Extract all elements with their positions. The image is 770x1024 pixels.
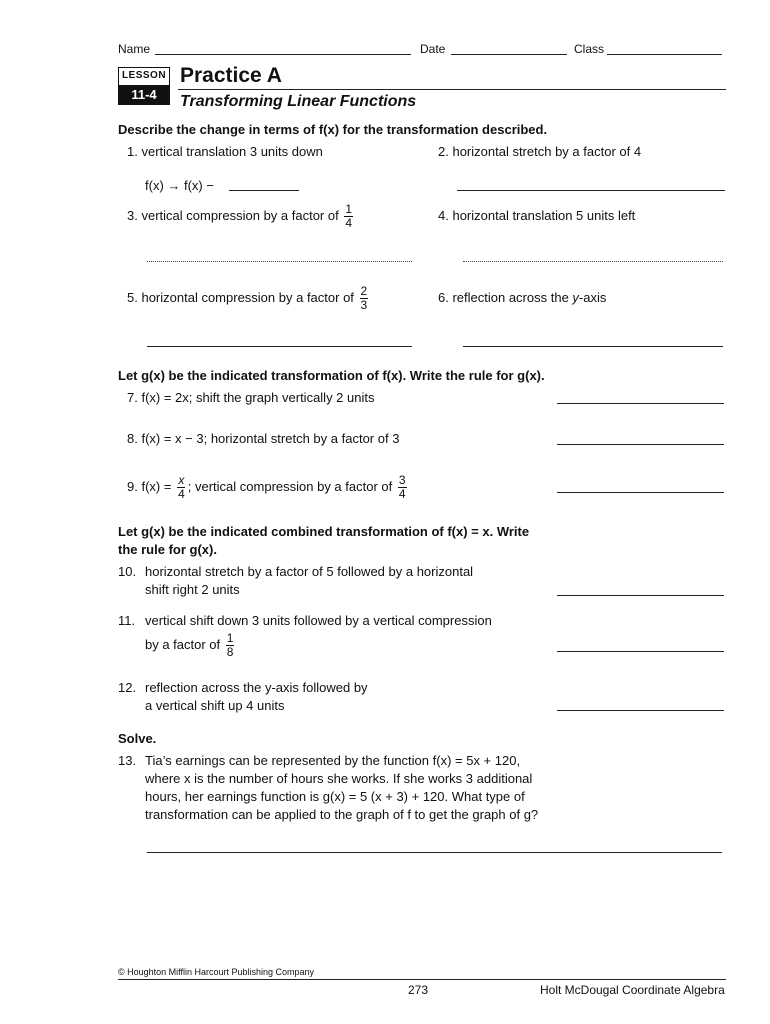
section1-instruction: Describe the change in terms of f(x) for the transformation described. xyxy=(118,122,548,137)
item-12-line2: a vertical shift up 4 units xyxy=(145,698,285,713)
item-5: 5. horizontal compression by a factor of $\frac{2}{3}$ xyxy=(127,284,368,312)
item-13-number: 13. xyxy=(118,753,137,768)
section3-instruction-line2: the rule for g(x). xyxy=(118,542,217,557)
page-subtitle: Transforming Linear Functions xyxy=(180,93,417,110)
page-title: Practice A xyxy=(180,64,282,87)
footer-copyright: © Houghton Mifflin Harcourt Publishing Company xyxy=(118,967,315,977)
item-3-answer-line[interactable] xyxy=(147,261,412,262)
date-field[interactable] xyxy=(451,54,567,55)
item-1: 1. vertical translation 3 units down xyxy=(127,144,323,159)
section4-heading: Solve. xyxy=(118,731,157,746)
item-6: 6. reflection across the y-axis xyxy=(438,290,607,305)
item-7: 7. f(x) = 2x; shift the graph vertically 2 units xyxy=(127,390,375,405)
footer-book-title: Holt McDougal Coordinate Algebra xyxy=(540,983,725,997)
item-13-line1: Tia’s earnings can be represented by the function f(x) = 5x + 120, xyxy=(145,753,521,768)
item-3: 3. vertical compression by a factor of $\frac{1}{4}$ xyxy=(127,202,353,230)
item-9-fraction-2: $\frac{3}{4}$ xyxy=(398,473,406,501)
item-5-fraction: $\frac{2}{3}$ xyxy=(360,284,368,312)
item-8-answer-line[interactable] xyxy=(557,444,724,445)
item-8: 8. f(x) = x − 3; horizontal stretch by a factor of 3 xyxy=(127,431,400,446)
item-11-line2: by a factor of $\frac{1}{8}$ xyxy=(145,631,234,659)
item-9: 9. f(x) = $\frac{x}{4}$ ; vertical compression by a factor of $\frac{3}{4}$ xyxy=(127,473,406,501)
item-1-answer-blank[interactable] xyxy=(229,190,299,191)
section3-instruction-line1: Let g(x) be the indicated combined transformation of f(x) = x. Write xyxy=(118,524,530,539)
name-label: Name xyxy=(118,42,151,56)
item-3-fraction: $\frac{1}{4}$ xyxy=(345,202,353,230)
item-9-answer-line[interactable] xyxy=(557,492,724,493)
item-13-line3: hours, her earnings function is g(x) = 5 (x + 3) + 120. What type of xyxy=(145,789,525,804)
item-7-answer-line[interactable] xyxy=(557,403,724,404)
item-2-answer-line[interactable] xyxy=(457,190,725,191)
lesson-label: LESSON xyxy=(121,70,167,81)
item-9-fraction-1: $\frac{x}{4}$ xyxy=(178,473,185,501)
item-11-number: 11. xyxy=(118,613,136,628)
class-label: Class xyxy=(574,42,605,56)
lesson-number: 11-4 xyxy=(119,85,169,104)
item-13-answer-line[interactable] xyxy=(147,852,722,853)
title-rule xyxy=(178,89,726,90)
footer-page-number: 273 xyxy=(408,983,429,997)
item-10-number: 10. xyxy=(118,564,137,579)
class-field[interactable] xyxy=(607,54,722,55)
item-4: 4. horizontal translation 5 units left xyxy=(438,208,636,223)
item-5-answer-line[interactable] xyxy=(147,346,412,347)
date-label: Date xyxy=(420,42,446,56)
item-12-answer-line[interactable] xyxy=(557,710,724,711)
item-11-answer-line[interactable] xyxy=(557,651,724,652)
item-6-answer-line[interactable] xyxy=(463,346,723,347)
item-11-line1: vertical shift down 3 units followed by a vertical compression xyxy=(145,613,492,628)
item-4-answer-line[interactable] xyxy=(463,261,723,262)
item-13-line4: transformation can be applied to the graph of f to get the graph of g? xyxy=(145,807,539,822)
item-11-fraction: $\frac{1}{8}$ xyxy=(226,631,234,659)
item-12-number: 12. xyxy=(118,680,137,695)
section2-instruction: Let g(x) be the indicated transformation of f(x). Write the rule for g(x). xyxy=(118,368,545,383)
item-10-answer-line[interactable] xyxy=(557,595,724,596)
item-10-line1: horizontal stretch by a factor of 5 followed by a horizontal xyxy=(145,564,474,579)
name-field[interactable] xyxy=(155,54,411,55)
footer-rule xyxy=(118,979,726,980)
item-12-line1: reflection across the y-axis followed by xyxy=(145,680,368,695)
lesson-badge xyxy=(118,67,170,105)
item-1-hint: f(x) → f(x) − xyxy=(145,178,214,193)
item-10-line2: shift right 2 units xyxy=(145,582,240,597)
item-2: 2. horizontal stretch by a factor of 4 xyxy=(438,144,642,159)
item-13-line2: where x is the number of hours she works. If she works 3 additional xyxy=(145,771,533,786)
